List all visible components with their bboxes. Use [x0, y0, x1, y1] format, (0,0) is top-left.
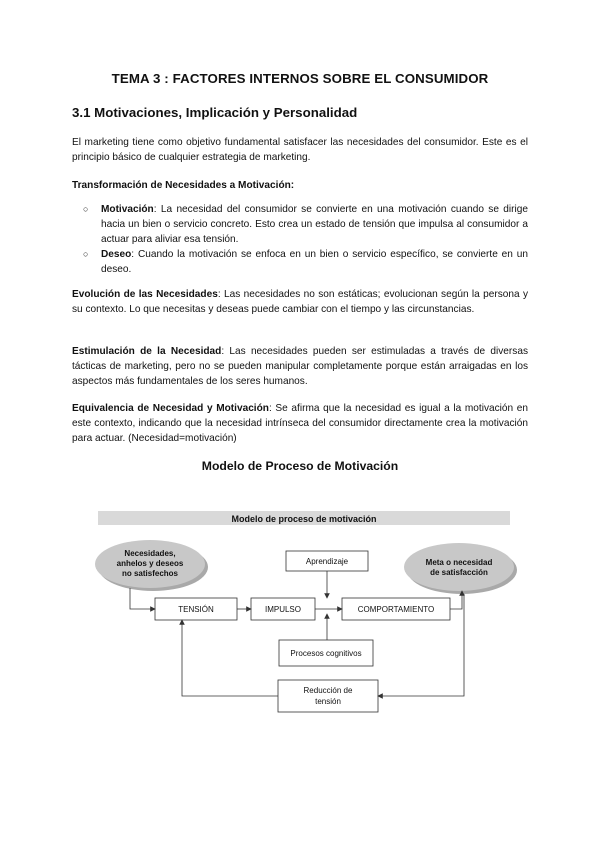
diagram-title: Modelo de Proceso de Motivación — [201, 459, 399, 473]
reduction-label-1: Reducción de — [303, 686, 353, 695]
reduction-label-2: tensión — [315, 697, 341, 706]
reduction-to-tension-arrow — [182, 620, 278, 696]
diagram-header-text: Modelo de proceso de motivación — [231, 514, 377, 524]
bullet-text: : Cuando la motivación se enfoca en un bien o servicio específico, se convierte en un deseo. — [101, 249, 528, 275]
bullet-circle-icon: ○ — [83, 204, 89, 214]
cognitive-label: Procesos cognitivos — [290, 649, 362, 658]
reduction-box — [278, 680, 378, 712]
intro-paragraph: El marketing tiene como objetivo fundamental satisfacer las necesidades del consumidor. Este es el principio básico de cualquier estrategia de marketing. — [72, 137, 528, 163]
behavior-label: COMPORTAMIENTO — [357, 605, 435, 614]
learning-label: Aprendizaje — [305, 557, 349, 566]
drive-label: IMPULSO — [264, 605, 302, 614]
needs-to-tension-arrow — [130, 588, 155, 609]
tension-label: TENSIÓN — [178, 605, 214, 614]
equivalence-text: : Se afirma que la necesidad es igual a la motivación en este contexto, indicando que la necesidad intrínseca del consumidor directamente crea la motivación para actuar. (Necesidad=motivación) — [72, 403, 529, 444]
stimulation-term: Estimulación de la Necesidad — [72, 346, 222, 357]
bullet-circle-icon: ○ — [83, 249, 89, 259]
evolution-text: : Las necesidades no son estáticas; evolucionan según la persona y su contexto. Lo que necesitas y deseas puede cambiar con el tiempo y las circunstancias. — [72, 289, 528, 315]
bullet-text: : La necesidad del consumidor se convierte en una motivación cuando se dirige hacia un bien o servicio concreto. Esto crea un estado de tensión que impulsa al consumidor a actuar para aliviar esa tensión. — [101, 204, 528, 245]
stimulation-text: : Las necesidades pueden ser estimuladas a través de diversas tácticas de marketing, pero no se pueden manipular completamente porque están arraigadas en los aspectos más fundamentales de los seres humanos. — [72, 346, 528, 387]
section-heading: 3.1 Motivaciones, Implicación y Personalidad — [72, 105, 358, 120]
goal-label-2: de satisfacción — [430, 568, 488, 577]
evolution-term: Evolución de las Necesidades — [72, 289, 218, 300]
needs-label-1: Necesidades, — [124, 549, 176, 558]
needs-label-2: anhelos y deseos — [116, 559, 184, 568]
goal-label-1: Meta o necesidad — [425, 558, 493, 567]
bullet-term: Deseo — [101, 249, 132, 260]
transformation-heading-text: Transformación de Necesidades a Motivación: — [72, 180, 295, 191]
page-title: TEMA 3 : FACTORES INTERNOS SOBRE EL CONSUMIDOR — [111, 71, 489, 86]
equivalence-term: Equivalencia de Necesidad y Motivación — [72, 403, 269, 414]
needs-label-3: no satisfechos — [121, 569, 179, 578]
bullet-term: Motivación — [101, 204, 154, 215]
goal-ellipse — [404, 543, 514, 591]
